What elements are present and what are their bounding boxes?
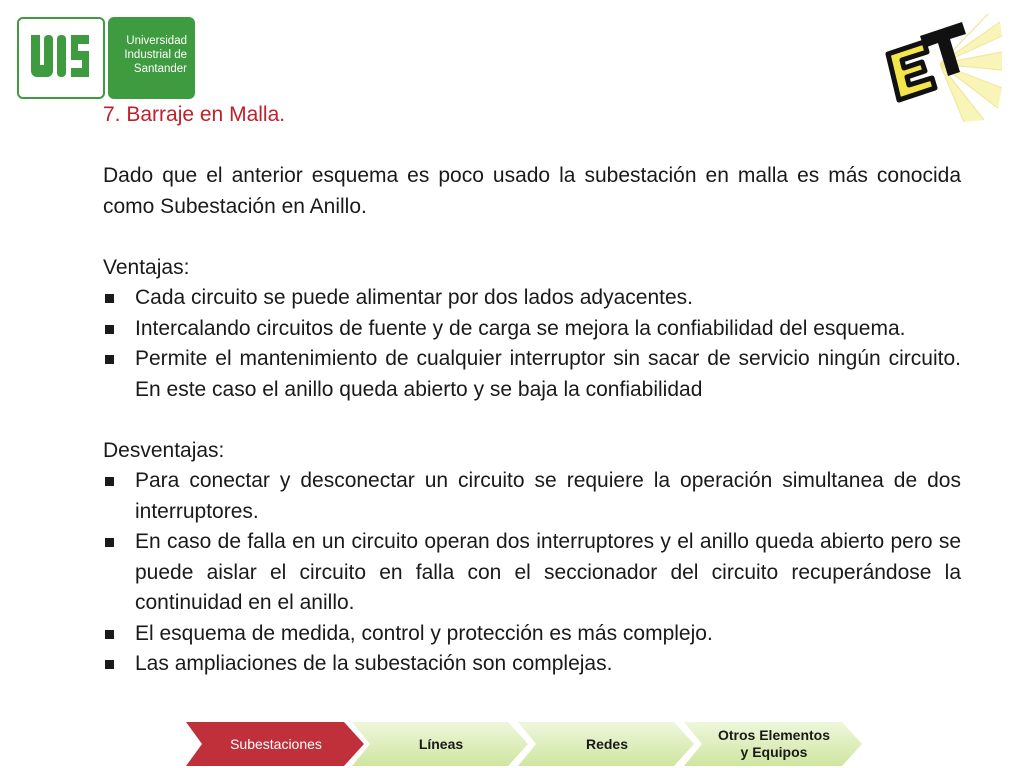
disadvantages-heading: Desventajas:: [103, 438, 225, 462]
nav-label-line-1: Otros Elementos: [717, 727, 831, 743]
bullet-icon: [105, 294, 114, 303]
logo-line-1: Universidad: [126, 35, 187, 47]
nav-redes[interactable]: [518, 722, 696, 766]
nav-label-line-2: y Equipos: [740, 744, 808, 760]
uis-letters-icon: [29, 31, 93, 85]
list-item: Las ampliaciones de la subestación son complejas.: [103, 649, 961, 680]
nav-label: Subestaciones: [230, 735, 322, 752]
slide-content: [103, 100, 961, 680]
nav-otros-elementos[interactable]: [684, 722, 864, 766]
spacer: [103, 405, 961, 436]
section-title: 7. Barraje en Malla.: [103, 103, 286, 126]
spacer: [103, 131, 961, 162]
bottom-nav: [186, 722, 866, 768]
advantages-list: [103, 283, 961, 405]
nav-lineas[interactable]: [352, 722, 530, 766]
nav-label: Redes: [585, 735, 629, 752]
bullet-icon: [105, 477, 114, 486]
bullet-icon: [105, 538, 114, 547]
bullet-icon: [105, 630, 114, 639]
logo-line-3: Santander: [133, 63, 187, 75]
list-item: Permite el mantenimiento de cualquier interruptor sin sacar de servicio ningún circuito. En este caso el anillo queda abierto y se baja la confiabilidad: [103, 344, 961, 405]
bullet-icon: [105, 325, 114, 334]
spacer: [103, 222, 961, 253]
nav-subestaciones[interactable]: [186, 722, 366, 766]
list-item: En caso de falla en un circuito operan dos interruptores y el anillo queda abierto pero se puede aislar el circuito en falla con el seccionador del circuito recuperándose la continuidad en el anillo.: [103, 527, 961, 619]
uis-logo-mark: [17, 17, 105, 99]
nav-label: Líneas: [418, 735, 464, 752]
list-item: Intercalando circuitos de fuente y de carga se mejora la confiabilidad del esquema.: [103, 314, 961, 345]
bullet-icon: [105, 355, 114, 364]
list-item: Para conectar y desconectar un circuito se requiere la operación simultanea de dos interruptores.: [103, 466, 961, 527]
bullet-icon: [105, 660, 114, 669]
advantages-heading: Ventajas:: [103, 255, 190, 279]
list-item: El esquema de medida, control y protección es más complejo.: [103, 619, 961, 650]
logo-line-2: Industrial de: [124, 49, 187, 61]
uis-logo: [17, 17, 195, 99]
nav-label: [718, 727, 830, 761]
intro-paragraph: Dado que el anterior esquema es poco usado la subestación en malla es más conocida como Subestación en Anillo.: [103, 164, 961, 218]
disadvantages-list: [103, 466, 961, 680]
list-item: Cada circuito se puede alimentar por dos lados adyacentes.: [103, 283, 961, 314]
uis-logo-text: [108, 17, 195, 99]
